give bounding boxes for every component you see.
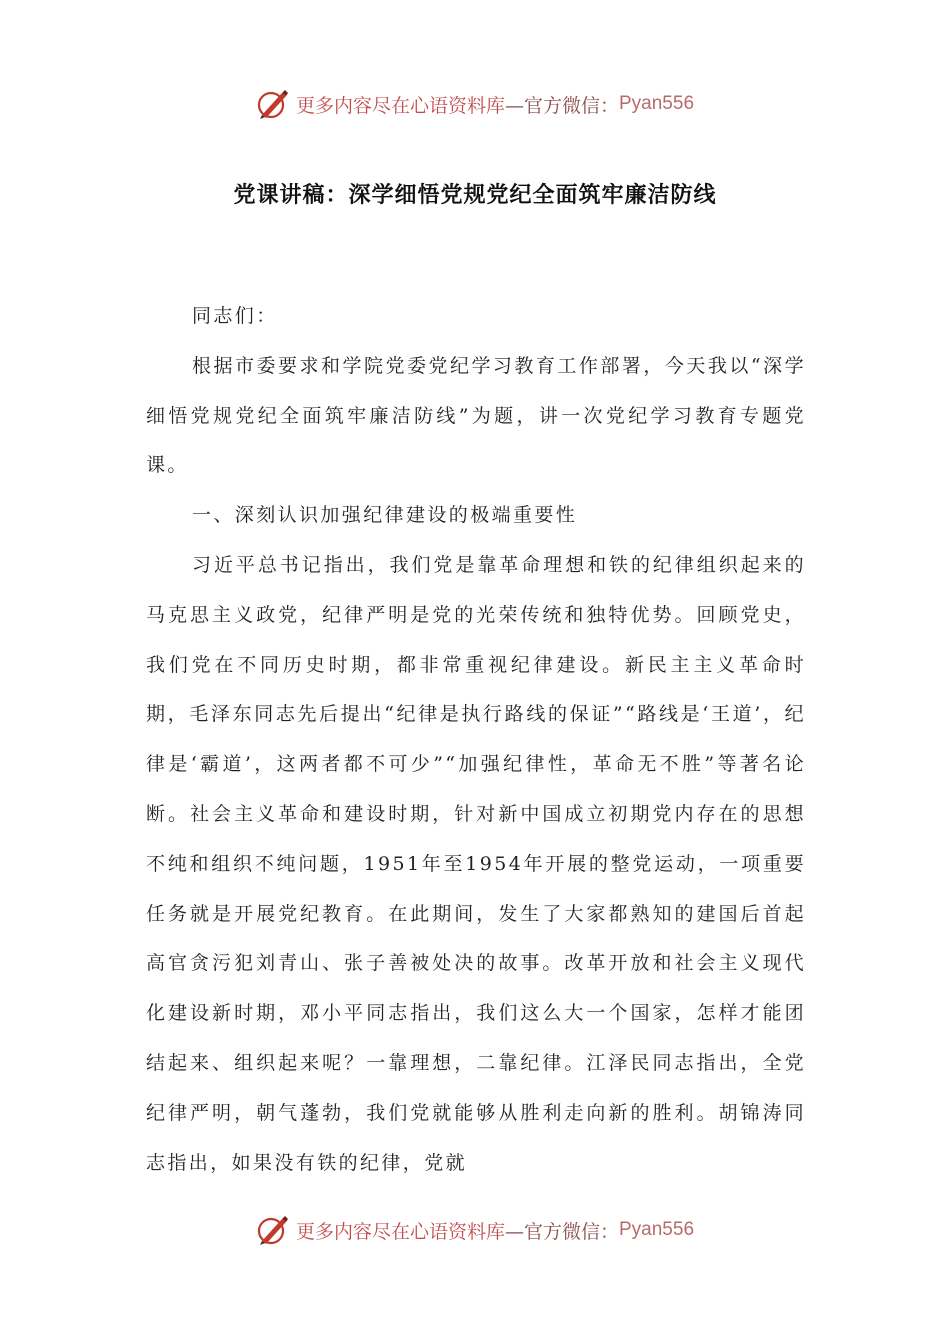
watermark-text-library: 更多内容尽在心语资料库 <box>295 94 505 117</box>
document-body <box>146 292 806 1188</box>
watermark-text-wechat: —官方微信： <box>504 94 619 117</box>
document-title: 党课讲稿：深学细悟党规党纪全面筑牢廉洁防线 <box>233 183 717 208</box>
paragraph-intro: 根据市委要求和学院党委党纪学习教育工作部署，今天我以“深学细悟党规党纪全面筑牢廉洁防线”为题，讲一次党纪学习教育专题党课。 <box>146 354 806 477</box>
watermark-text-wechat: —官方微信： <box>504 1220 619 1243</box>
paragraph-body-1: 习近平总书记指出，我们党是靠革命理想和铁的纪律组织起来的马克思主义政党，纪律严明是党的光荣传统和独特优势。回顾党史，我们党在不同历史时期，都非常重视纪律建设。新民主主义革命时期，毛泽东同志先后提出“纪律是执行路线的保证”“路线是‘王道’，纪律是‘霸道’，这两者都不可少”“加强纪律性，革命无不胜”等著名论断。社会主义革命和建设时期，针对新中国成立初期党内存在的思想不纯和组织不纯问题，1951年至1954年开展的整党运动，一项重要任务就是开展党纪教育。在此期间，发生了大家都熟知的建国后首起高官贪污犯刘青山、张子善被处决的故事。改革开放和社会主义现代化建设新时期，邓小平同志指出，我们这么大一个国家，怎样才能团结起来、组织起来呢？一靠理想，二靠纪律。江泽民同志指出，全党纪律严明，朝气蓬勃，我们党就能够从胜利走向新的胜利。胡锦涛同志指出，如果没有铁的纪律，党就 <box>146 553 806 1174</box>
watermark-footer <box>0 1210 950 1250</box>
section-heading-1: 一、深刻认识加强纪律建设的极端重要性 <box>192 504 578 527</box>
watermark-text-library: 更多内容尽在心语资料库 <box>295 1220 505 1243</box>
watermark-text-id: Pyan556 <box>619 1219 695 1240</box>
pen-logo-icon <box>256 87 290 121</box>
pen-logo-icon <box>256 1213 290 1247</box>
paragraph-salutation: 同志们： <box>192 305 278 327</box>
watermark-text-id: Pyan556 <box>619 93 695 114</box>
watermark-header <box>0 84 950 124</box>
